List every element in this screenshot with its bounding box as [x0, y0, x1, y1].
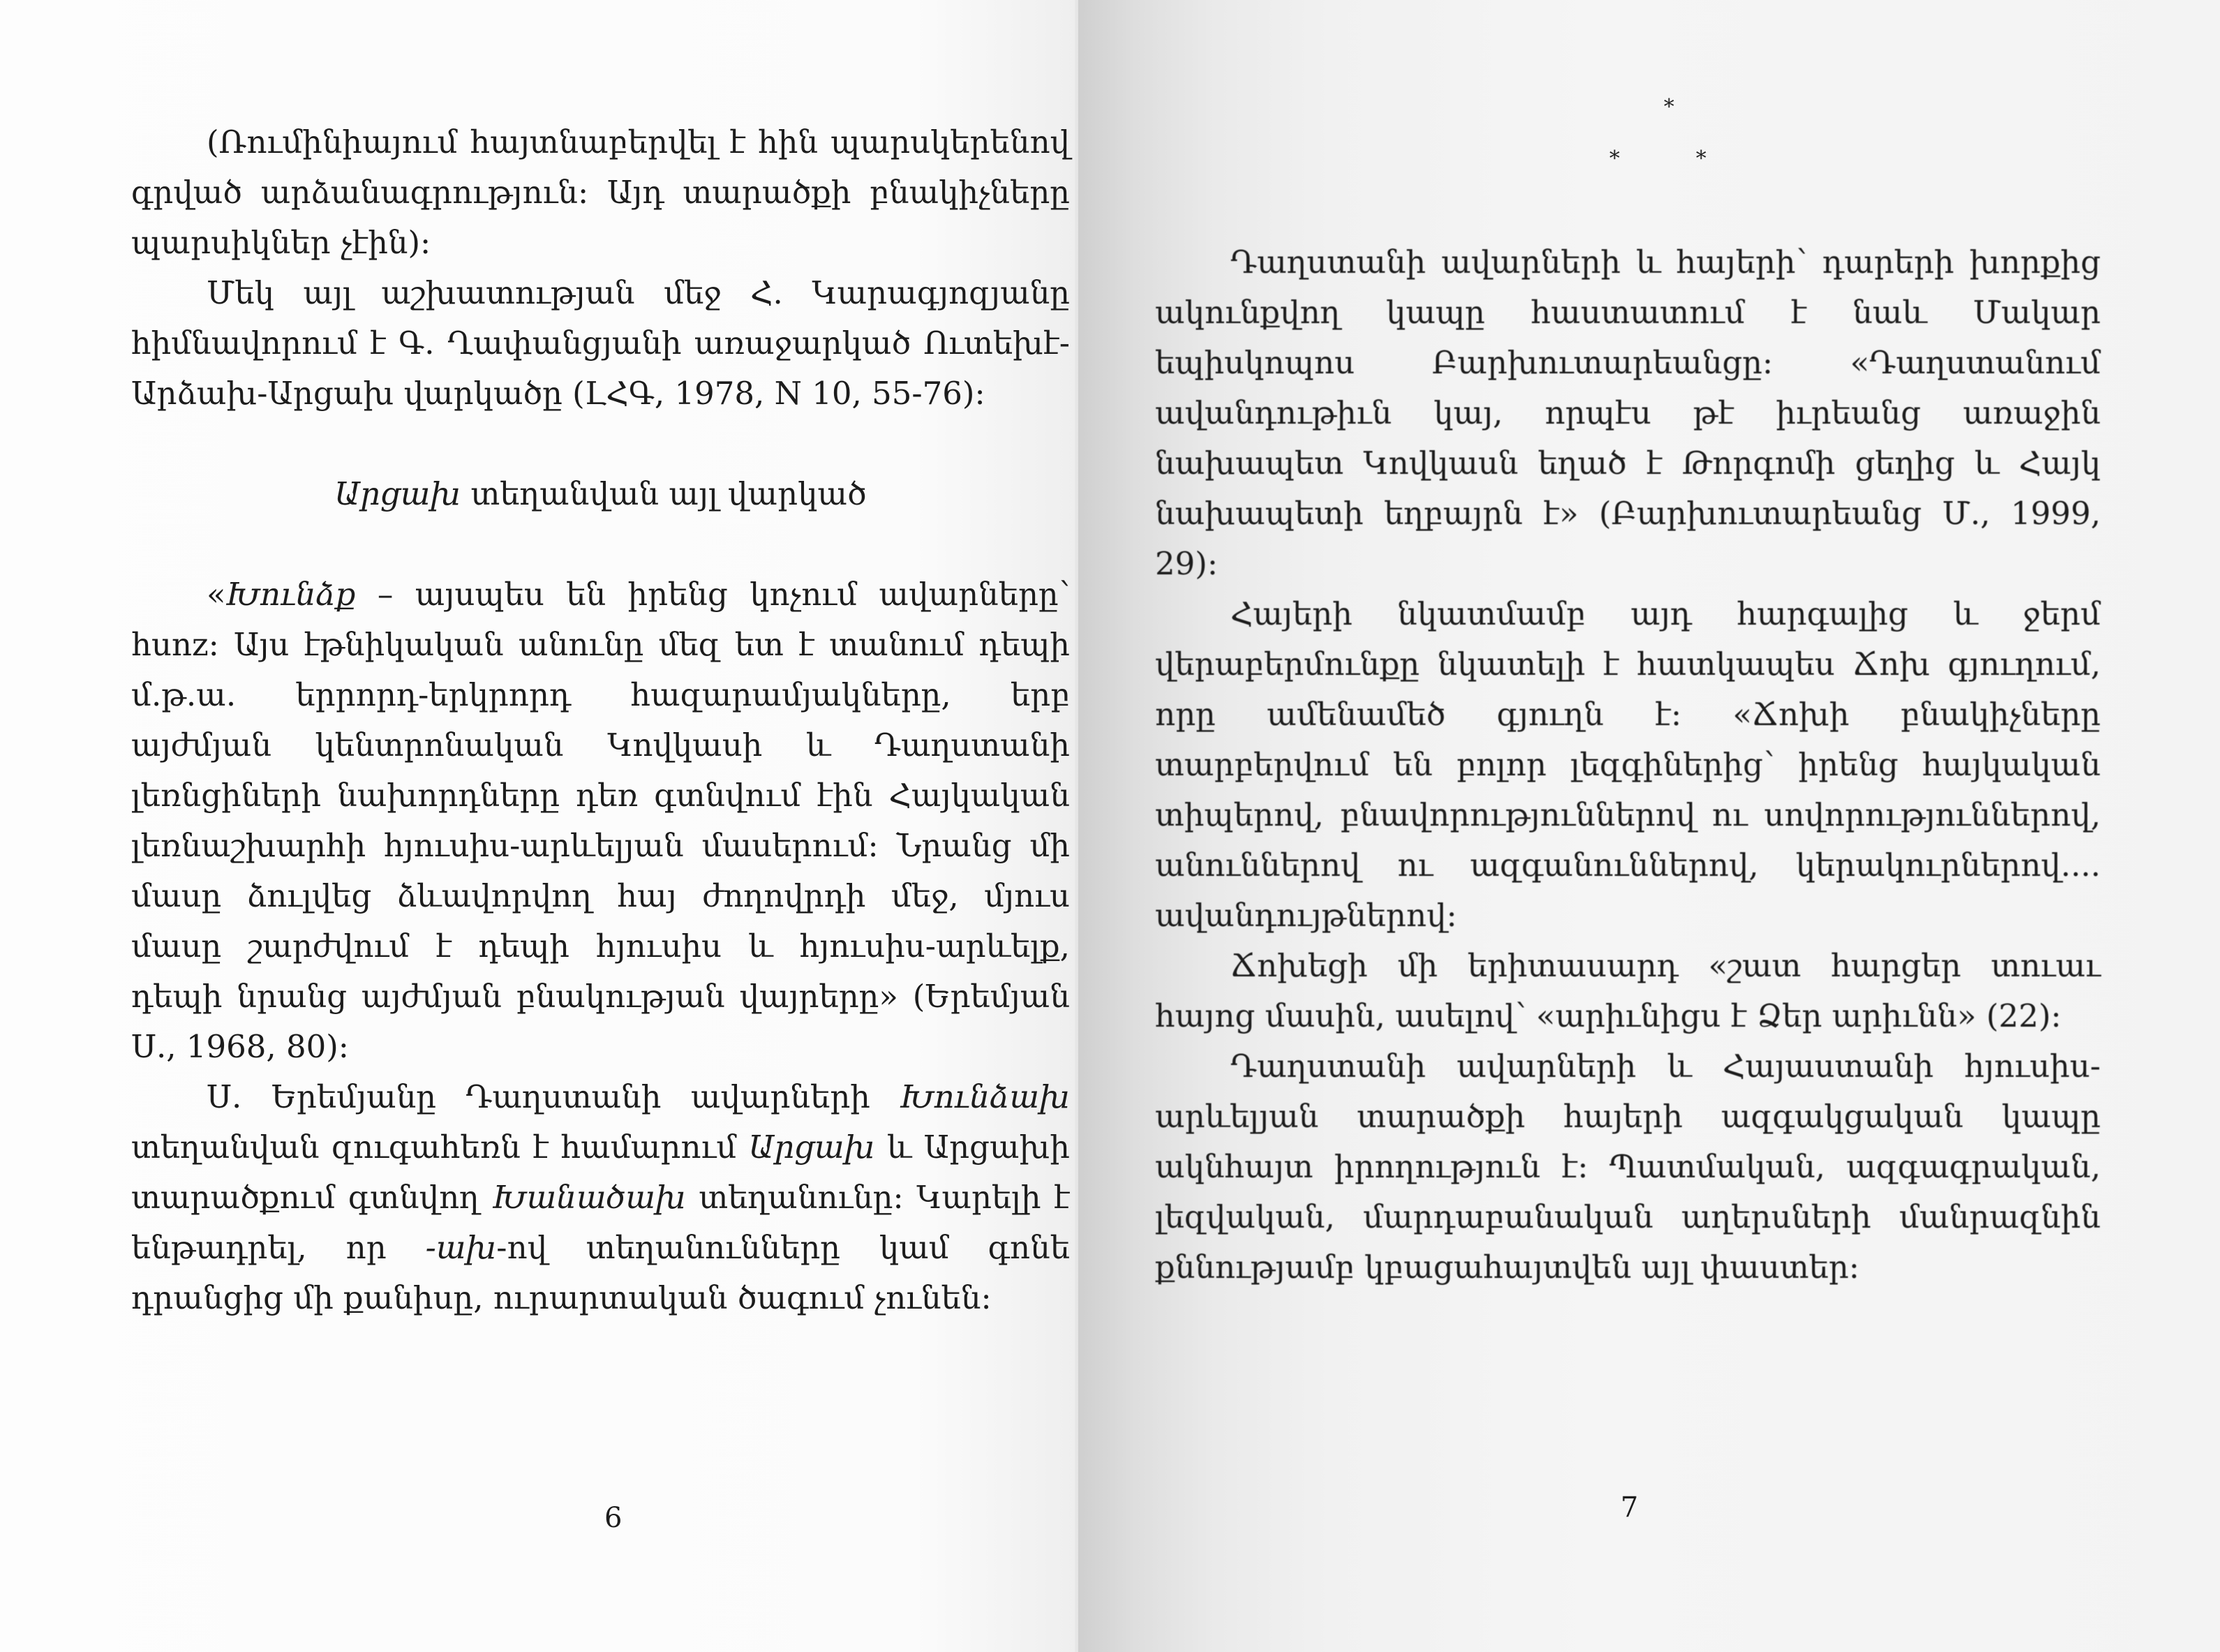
italic-term: Արցախ [748, 1129, 875, 1166]
left-page-text [131, 117, 1070, 1323]
paragraph: Մեկ այլ աշխատության մեջ Հ. Կարագյոզյանը հիմնավորում է Գ. Ղափանցյանի առաջարկած Ուտեխէ-Արձախ-Արցախ վարկածը (ԼՀԳ, 1978, N 10, 55-76): [131, 274, 1070, 412]
right-page-text [1155, 237, 2101, 1293]
paragraph [131, 1072, 1070, 1323]
italic-term: Խունձախ [900, 1078, 1070, 1115]
section-heading [131, 469, 1070, 519]
quote-term: Խունձք [225, 576, 356, 613]
left-page [0, 0, 1078, 1652]
italic-term: -ախ [425, 1229, 497, 1266]
page-number-left: 6 [604, 1502, 623, 1534]
paragraph: Ճոխեցի մի երիտասարդ «շատ հարցեր տուաւ հայոց մասին, ասելով՝ «արիւնիցս է Ձեր արիւնն» (22): [1155, 947, 2101, 1034]
quote-paragraph [131, 570, 1070, 1072]
page-number-right: 7 [1621, 1491, 1639, 1524]
text-run: Ս. Երեմյանը Դաղստանի ավարների [207, 1078, 900, 1115]
quote-open-mark: « [207, 576, 226, 613]
section-star: * [1609, 147, 1620, 171]
text-run: տեղանվան զուգահեռն է համարում [131, 1129, 749, 1166]
heading-italic-term: Արցախ [334, 475, 461, 512]
paragraph: (Ռումինիայում հայտնաբերվել է հին պարսկերենով գրված արձանագրություն: Այդ տարածքի բնակիչները պարսիկներ չէին): [131, 124, 1070, 261]
section-star: * [1664, 95, 1674, 119]
text-run: տեղանունը: Կարելի է ենթադրել, որ [131, 1179, 1070, 1266]
quote-text: – այսպես են իրենց կոչում ավարները՝ hunz: Այս էթնիկական անունը մեզ ետ է տանում դեպի մ.թ.ա. երրորդ-երկրորդ հազարամյակները, երբ այժմյան կենտրոնական Կովկասի և Դաղստանի լեռնցիների նախորդները դեռ գտնվում էին Հայկական լեռնաշխարհի հյուսիս-արևելյան մասերում: Նրանց մի մասը ձուլվեց ձևավորվող հայ ժողովրդի մեջ, մյուս մասը շարժվում է դեպի հյուսիս և հյուսիս-արևելք, դեպի նրանց այժմյան բնակության վայրերը» (Երեմյան Ս., 1968, 80): [131, 576, 1070, 1065]
heading-text: տեղանվան այլ վարկած [461, 475, 867, 512]
paragraph: Հայերի նկատմամբ այդ հարգալից և ջերմ վերաբերմունքը նկատելի է հատկապես Ճոխ գյուղում, որը ամենամեծ գյուղն է: «Ճոխի բնակիչները տարբերվում են բոլոր լեզգիներից՝ իրենց հայկական տիպերով, բնավորություններով ու սովորություններով, անուններով ու ազգանուններով, կերակուրներով.... ավանդույթներով: [1155, 595, 2101, 934]
italic-term: Խանածախ [492, 1179, 686, 1216]
paragraph: Դաղստանի ավարների և հայերի՝ դարերի խորքից ակունքվող կապը հաստատում է նաև Մակար եպիսկոպոս Բարխուտարեանցը: «Դաղստանում ավանդութիւն կայ, որպէս թէ իւրեանց առաջին նախապետ Կովկասն եղած է Թորգոմի ցեղից և Հայկ նախապետի եղբայրն է» (Բարխուտարեանց Մ., 1999, 29): [1155, 244, 2101, 582]
text-run: և Արցախի տարածքում գտնվող [131, 1129, 1070, 1216]
paragraph: Դաղստանի ավարների և Հայաստանի հյուսիս-արևելյան տարածքի հայերի ազգակցական կապը ակնհայտ իրողություն է: Պատմական, ազգագրական, լեզվական, մարդաբանական աղերսների մանրազնին քննությամբ կբացահայտվեն այլ փաստեր: [1155, 1048, 2101, 1286]
section-star: * [1696, 147, 1706, 171]
text-run: -ով տեղանունները կամ գոնե դրանցից մի քանիսը, ուրարտական ծագում չունեն: [131, 1229, 1070, 1316]
